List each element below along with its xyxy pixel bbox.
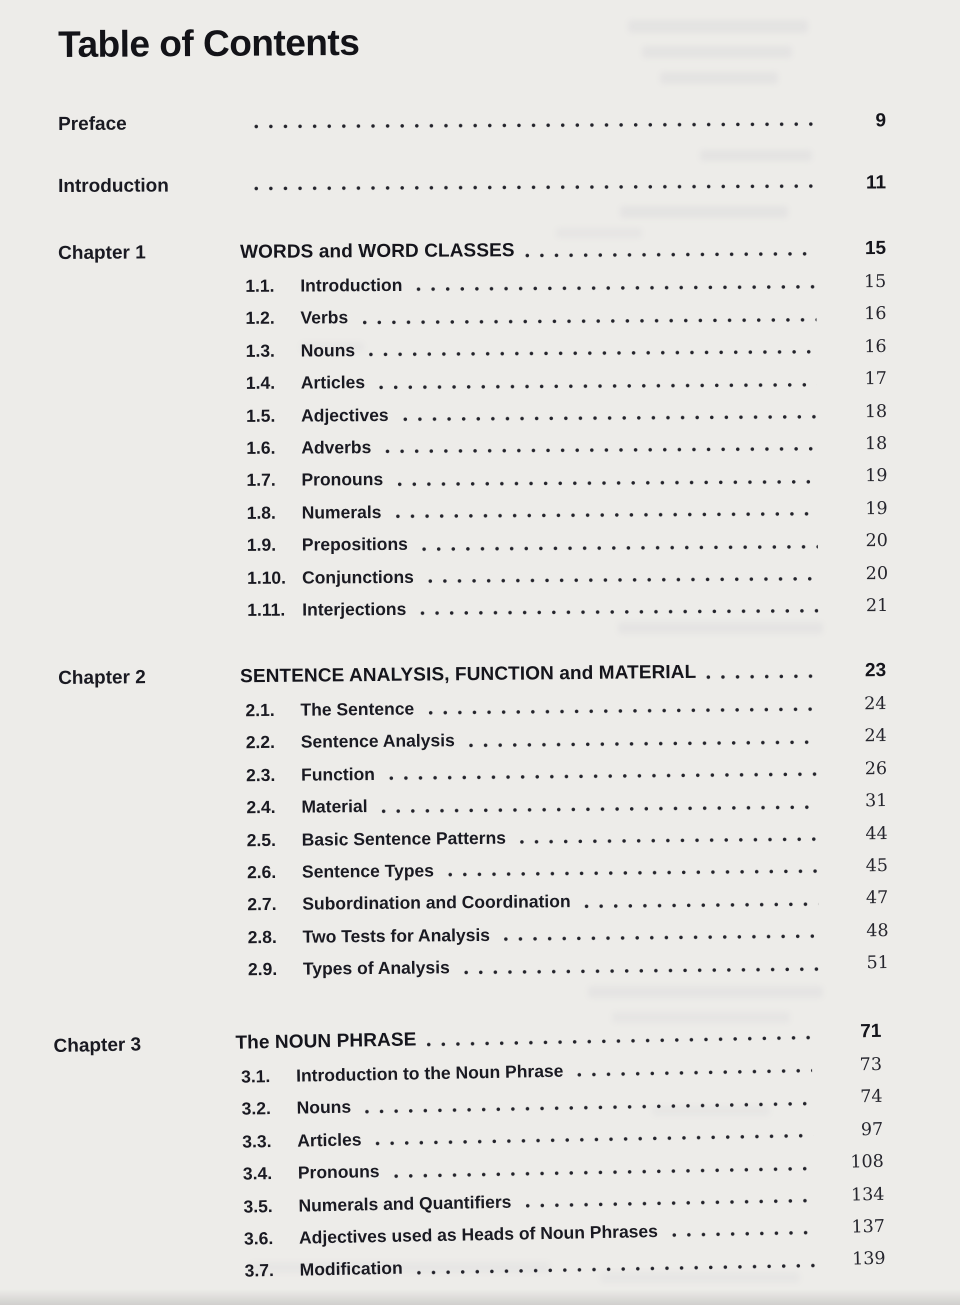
dot-leader — [428, 558, 818, 593]
page-title: Table of Contents — [58, 21, 360, 65]
section-number: 1.4. — [245, 372, 276, 394]
section-number: 3.2. — [241, 1098, 272, 1120]
section-page-number: 21 — [865, 595, 889, 617]
section-page-number: 16 — [864, 336, 887, 357]
dot-leader — [422, 526, 818, 561]
toc-section-entry — [60, 493, 888, 530]
entry-mid — [300, 299, 830, 335]
toc-chapter-block — [58, 234, 888, 628]
section-number: 1.9. — [246, 534, 277, 556]
section-title: Pronouns — [301, 469, 384, 490]
section-title: Pronouns — [297, 1161, 380, 1183]
section-title: Nouns — [300, 339, 356, 361]
section-number: 2.9. — [247, 959, 278, 980]
toc-chapter-block — [53, 1017, 886, 1291]
section-page-number: 20 — [865, 563, 889, 584]
dot-leader — [381, 786, 817, 823]
section-number: 3.3. — [242, 1131, 272, 1152]
dot-leader — [362, 299, 817, 334]
section-title: Prepositions — [301, 534, 408, 555]
dot-leader — [464, 948, 819, 984]
section-page-number: 134 — [850, 1184, 885, 1206]
section-page-number: 24 — [864, 694, 887, 715]
entry-mid — [240, 657, 830, 693]
chapter-page-number: 15 — [864, 237, 887, 260]
chapter-title: WORDS and WORD CLASSES — [240, 240, 515, 263]
section-number: 2.5. — [246, 830, 276, 851]
section-page-number: 26 — [864, 759, 888, 780]
toc-section-entry — [59, 396, 887, 433]
entry-mid — [300, 266, 830, 302]
section-page-number: 18 — [864, 433, 888, 455]
section-number: 1.6. — [246, 437, 276, 458]
toc-section-entry — [60, 558, 888, 595]
section-page-number: 44 — [865, 824, 888, 845]
entry-page-number: 11 — [865, 172, 887, 194]
toc-section-entry — [61, 948, 889, 988]
dot-leader — [420, 590, 818, 625]
chapter-label: Chapter 3 — [53, 1034, 142, 1058]
section-title: Modification — [299, 1258, 403, 1281]
entry-mid — [302, 526, 832, 562]
entry-mid — [302, 590, 832, 626]
chapter-sections — [58, 266, 888, 628]
chapter-title: The NOUN PHRASE — [235, 1029, 417, 1054]
dot-leader — [426, 1018, 812, 1055]
section-number: 1.10. — [247, 567, 287, 588]
section-title: Interjections — [302, 598, 407, 620]
section-title: Conjunctions — [302, 566, 414, 588]
section-page-number: 73 — [859, 1054, 883, 1076]
dot-leader — [525, 1180, 815, 1218]
entry-mid — [301, 428, 831, 464]
entry-mid — [301, 331, 831, 367]
section-page-number: 31 — [864, 791, 888, 812]
dot-leader — [584, 884, 818, 919]
toc-section-entry — [60, 590, 888, 627]
section-title: Basic Sentence Patterns — [301, 827, 507, 850]
dot-leader — [389, 754, 817, 791]
section-number: 3.7. — [244, 1260, 275, 1282]
section-title: Introduction to the Noun Phrase — [295, 1060, 564, 1086]
toc-section-entry — [60, 525, 888, 562]
chapter-sections — [54, 1049, 886, 1291]
section-number: 3.5. — [243, 1195, 273, 1217]
dot-leader — [504, 916, 819, 951]
toc-chapter-block — [58, 657, 889, 989]
entry-page-number: 9 — [875, 110, 887, 132]
dot-leader — [254, 109, 816, 136]
section-page-number: 16 — [864, 304, 887, 325]
entry-mid — [301, 364, 831, 400]
dot-leader — [706, 657, 816, 688]
section-page-number: 137 — [851, 1216, 886, 1238]
toc-front-matter-entry — [58, 170, 886, 199]
section-page-number: 51 — [866, 953, 890, 974]
section-number: 2.1. — [245, 700, 275, 721]
toc-section-entry — [59, 331, 887, 368]
section-title: Adjectives — [301, 404, 389, 426]
section-title: Verbs — [300, 307, 349, 328]
section-title: Types of Analysis — [302, 957, 450, 980]
section-number: 3.4. — [242, 1163, 273, 1184]
dot-leader — [416, 266, 816, 301]
section-page-number: 19 — [865, 466, 888, 487]
dot-leader — [428, 689, 816, 725]
dot-leader — [525, 234, 817, 266]
section-page-number: 47 — [865, 888, 889, 910]
section-page-number: 97 — [860, 1119, 884, 1141]
section-page-number: 24 — [864, 726, 887, 748]
section-title: Numerals — [301, 501, 382, 523]
toc-chapter-entry — [58, 234, 886, 269]
page-edge-shadow — [0, 1289, 960, 1305]
dot-leader — [397, 461, 818, 496]
entry-mid — [301, 461, 831, 497]
section-page-number: 15 — [863, 271, 887, 293]
section-page-number: 20 — [865, 531, 888, 552]
section-number: 2.2. — [245, 732, 276, 754]
section-number: 2.6. — [246, 862, 277, 883]
section-page-number: 18 — [864, 401, 888, 422]
section-number: 1.1. — [245, 275, 275, 296]
section-number: 1.5. — [246, 405, 276, 426]
entry-mid — [303, 948, 833, 985]
toc-section-entry — [59, 428, 887, 465]
section-title: Adjectives used as Heads of Noun Phrases — [298, 1221, 659, 1248]
section-page-number: 139 — [851, 1249, 886, 1271]
chapter-label: Chapter 1 — [58, 242, 146, 264]
entry-mid — [302, 558, 832, 594]
dot-leader — [395, 493, 817, 528]
section-title: Sentence Types — [301, 860, 435, 883]
chapter-page-number: 71 — [860, 1020, 882, 1043]
section-number: 1.3. — [245, 340, 275, 361]
entry-mid — [302, 493, 832, 529]
entry-mid — [301, 396, 831, 432]
section-number: 3.1. — [240, 1066, 271, 1087]
dot-leader — [577, 1050, 812, 1087]
section-title: Numerals and Quantifiers — [298, 1191, 512, 1216]
section-title: Material — [301, 796, 368, 818]
section-title: Articles — [300, 372, 366, 393]
chapter-label: Chapter 2 — [58, 667, 146, 690]
toc-section-entry — [58, 298, 886, 335]
section-number: 2.4. — [246, 797, 276, 818]
section-number: 1.7. — [246, 470, 276, 491]
section-page-number: 74 — [860, 1087, 883, 1108]
dot-leader — [369, 331, 817, 366]
section-title: Subordination and Coordination — [302, 891, 571, 915]
chapter-page-number: 23 — [864, 660, 887, 682]
section-title: Sentence Analysis — [300, 731, 455, 753]
chapter-title: SENTENCE ANALYSIS, FUNCTION and MATERIAL — [240, 662, 697, 688]
dot-leader — [469, 722, 817, 758]
dot-leader — [672, 1212, 816, 1247]
section-number: 2.3. — [245, 765, 276, 786]
dot-leader — [379, 364, 817, 399]
section-title: The Sentence — [300, 699, 415, 721]
section-number: 1.2. — [245, 308, 275, 329]
dot-leader — [520, 819, 818, 854]
section-title: Two Tests for Analysis — [302, 925, 491, 947]
section-title: Nouns — [296, 1097, 352, 1119]
chapter-sections — [58, 689, 889, 989]
section-number: 3.6. — [243, 1228, 274, 1249]
dot-leader — [254, 171, 816, 198]
section-title: Adverbs — [301, 437, 372, 458]
toc-front-matter-entry — [58, 108, 886, 137]
dot-leader — [448, 851, 818, 887]
toc-section-entry — [59, 363, 887, 400]
section-number: 1.11. — [247, 599, 286, 620]
toc-section-entry — [59, 460, 887, 497]
section-title: Introduction — [300, 274, 403, 296]
dot-leader — [403, 396, 818, 431]
dot-leader — [385, 428, 817, 463]
section-number: 1.8. — [246, 502, 276, 523]
section-page-number: 19 — [865, 498, 888, 519]
section-number: 2.8. — [247, 927, 277, 948]
section-page-number: 108 — [850, 1152, 884, 1173]
entry-mid — [240, 171, 830, 199]
section-number: 2.7. — [247, 894, 277, 916]
entry-label: Preface — [58, 113, 127, 135]
section-page-number: 45 — [865, 856, 889, 877]
section-title: Articles — [297, 1129, 362, 1151]
section-title: Function — [300, 764, 376, 785]
entry-mid — [240, 234, 830, 268]
table-of-contents — [53, 110, 890, 1291]
toc-section-entry — [58, 266, 886, 303]
entry-mid — [240, 109, 830, 137]
section-page-number: 17 — [864, 369, 887, 390]
entry-label: Introduction — [58, 175, 169, 197]
section-page-number: 48 — [866, 921, 889, 942]
